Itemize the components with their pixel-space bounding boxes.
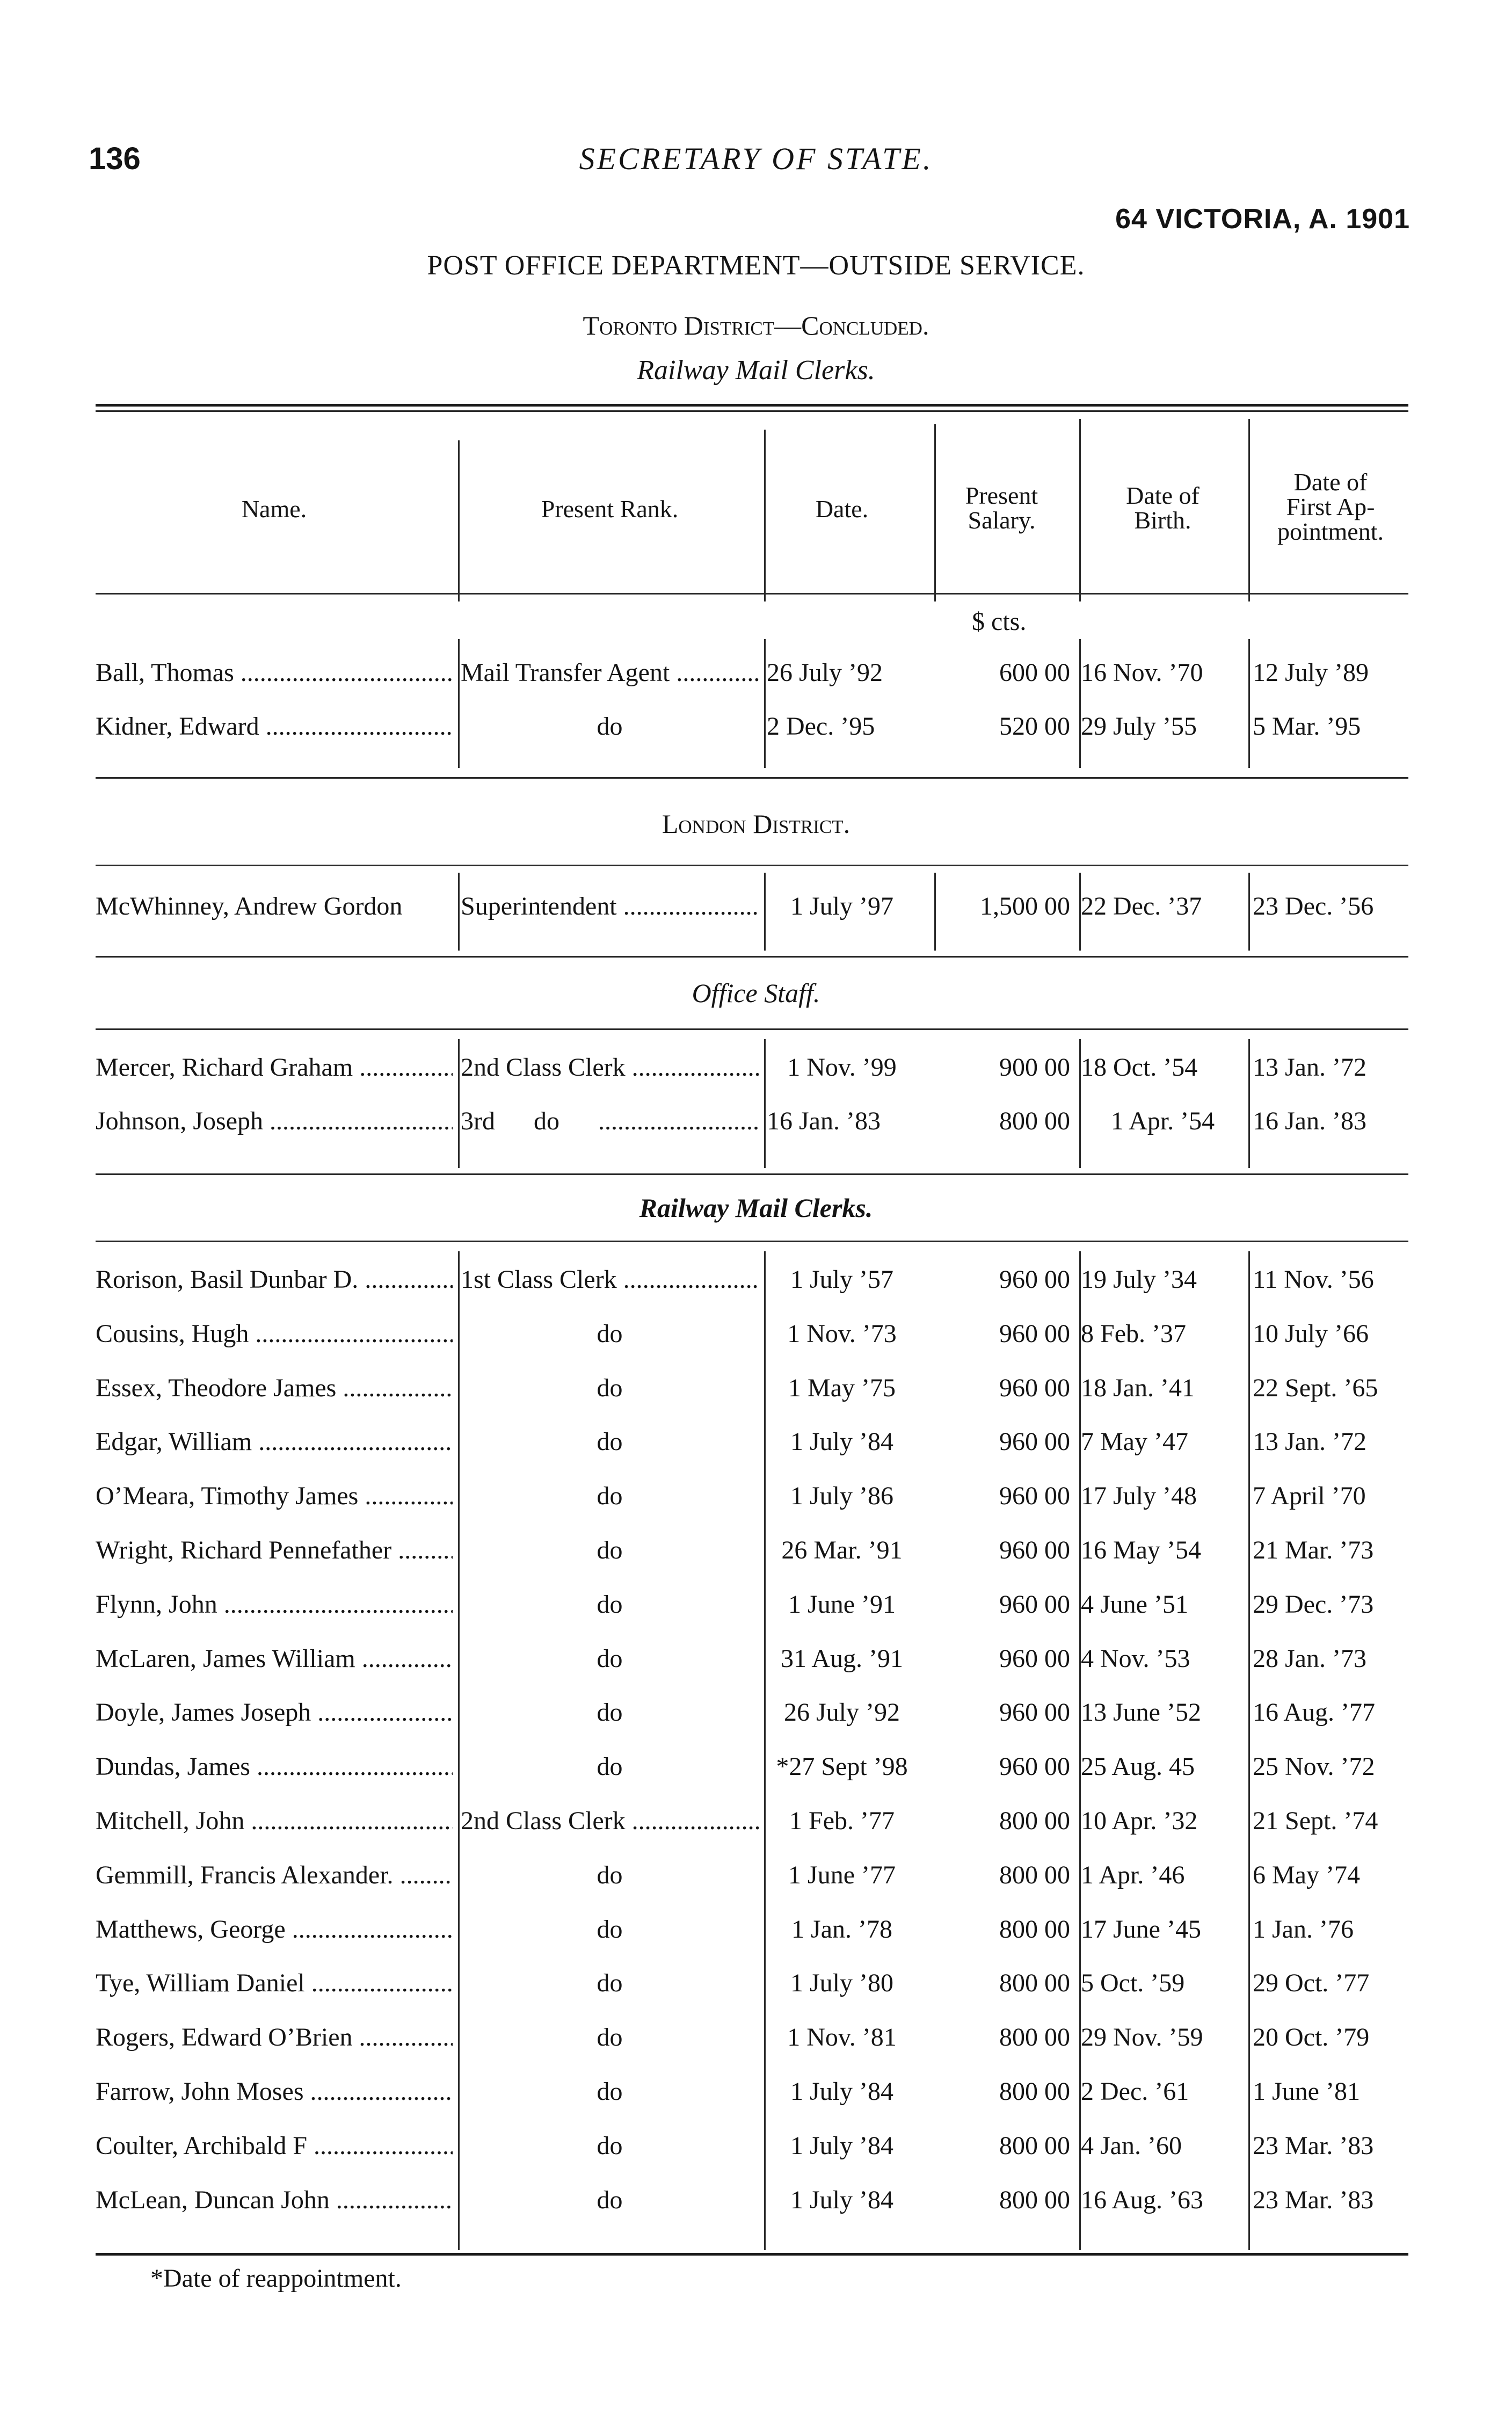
row-birth: 18 Oct. ’54 bbox=[1081, 1053, 1198, 1082]
row-first-appointment: 29 Dec. ’73 bbox=[1253, 1590, 1374, 1619]
row-name: Mercer, Richard Graham ..... bbox=[96, 1053, 453, 1082]
header-first-line2: First Ap- bbox=[1286, 493, 1375, 520]
row-rank: do bbox=[597, 1969, 623, 1997]
row-salary: 800 00 bbox=[999, 1969, 1070, 1997]
row-name: Tye, William Daniel ..... bbox=[96, 1968, 453, 1998]
row-first-appointment: 16 Aug. ’77 bbox=[1253, 1698, 1375, 1727]
column-separator bbox=[1248, 873, 1250, 951]
row-birth: 22 Dec. ’37 bbox=[1081, 892, 1202, 920]
row-salary: 900 00 bbox=[999, 1053, 1070, 1082]
row-birth: 4 Nov. ’53 bbox=[1081, 1644, 1190, 1673]
table-row bbox=[96, 2077, 1408, 2130]
row-date: 1 Jan. ’78 bbox=[791, 1915, 892, 1944]
row-salary: 960 00 bbox=[999, 1427, 1070, 1456]
header-first-appointment bbox=[1253, 470, 1408, 544]
table-row bbox=[96, 891, 1408, 945]
header-salary-line2: Salary. bbox=[968, 506, 1036, 534]
column-separator bbox=[458, 1251, 460, 2250]
row-birth: 17 June ’45 bbox=[1081, 1915, 1201, 1944]
running-head: SECRETARY OF STATE. bbox=[579, 141, 933, 176]
table-row bbox=[96, 712, 1408, 765]
row-name: Matthews, George ..... bbox=[96, 1915, 453, 1944]
row-salary: 960 00 bbox=[999, 1320, 1070, 1348]
row-name: Edgar, William ..... bbox=[96, 1427, 453, 1456]
row-name: Flynn, John ..... bbox=[96, 1590, 453, 1619]
row-rank: do bbox=[597, 712, 623, 741]
row-rank: do bbox=[597, 1590, 623, 1619]
row-date: 1 Nov. ’81 bbox=[787, 2023, 897, 2051]
currency-label: $ cts. bbox=[972, 607, 1027, 636]
row-name: O’Meara, Timothy James ..... bbox=[96, 1481, 453, 1511]
row-name: Ball, Thomas ..... bbox=[96, 658, 453, 687]
row-birth: 29 Nov. ’59 bbox=[1081, 2023, 1203, 2051]
section-rule bbox=[96, 777, 1408, 779]
column-separator bbox=[458, 873, 460, 951]
table-row bbox=[96, 1698, 1408, 1751]
row-name: Dundas, James ..... bbox=[96, 1752, 453, 1781]
column-separator bbox=[764, 873, 766, 951]
row-rank: 1st Class Clerk ..... bbox=[461, 1265, 759, 1294]
row-date: 1 June ’77 bbox=[788, 1861, 896, 1889]
district-heading: Toronto District—Concluded. bbox=[583, 310, 929, 340]
row-birth: 13 June ’52 bbox=[1081, 1698, 1201, 1727]
row-rank: do bbox=[597, 1861, 623, 1889]
row-salary: 800 00 bbox=[999, 2077, 1070, 2106]
section-rule bbox=[96, 1028, 1408, 1030]
column-separator bbox=[458, 639, 460, 768]
column-separator bbox=[1248, 1039, 1250, 1168]
header-bottom-rule bbox=[96, 593, 1408, 595]
row-first-appointment: 23 Dec. ’56 bbox=[1253, 892, 1374, 920]
row-date: 2 Dec. ’95 bbox=[767, 712, 875, 741]
section-rule bbox=[96, 865, 1408, 866]
row-name: Farrow, John Moses ..... bbox=[96, 2077, 453, 2106]
row-rank: Superintendent ..... bbox=[461, 891, 759, 921]
column-separator bbox=[458, 1039, 460, 1168]
row-salary: 600 00 bbox=[999, 658, 1070, 687]
row-name: Rorison, Basil Dunbar D. ..... bbox=[96, 1265, 453, 1294]
row-first-appointment: 16 Jan. ’83 bbox=[1253, 1107, 1366, 1135]
section-rule bbox=[96, 956, 1408, 958]
header-first-line3: pointment. bbox=[1277, 518, 1384, 545]
row-name: Gemmill, Francis Alexander. ..... bbox=[96, 1860, 453, 1890]
row-name: Cousins, Hugh ..... bbox=[96, 1319, 453, 1349]
row-rank: do bbox=[597, 2077, 623, 2106]
table-row bbox=[96, 1319, 1408, 1373]
row-rank: do bbox=[597, 1427, 623, 1456]
table-row bbox=[96, 1644, 1408, 1698]
row-salary: 800 00 bbox=[999, 2186, 1070, 2214]
row-date: 1 July ’80 bbox=[790, 1969, 893, 1997]
row-birth: 18 Jan. ’41 bbox=[1081, 1374, 1195, 1402]
header-separator bbox=[458, 440, 460, 601]
row-salary: 960 00 bbox=[999, 1752, 1070, 1781]
row-salary: 800 00 bbox=[999, 1861, 1070, 1889]
row-first-appointment: 21 Sept. ’74 bbox=[1253, 1807, 1378, 1835]
row-name: Kidner, Edward ..... bbox=[96, 712, 453, 741]
row-name: Johnson, Joseph ..... bbox=[96, 1106, 453, 1136]
row-first-appointment: 23 Mar. ’83 bbox=[1253, 2132, 1374, 2160]
row-birth: 19 July ’34 bbox=[1081, 1265, 1197, 1294]
section-subheading: Railway Mail Clerks. bbox=[637, 355, 875, 386]
row-name: Coulter, Archibald F ..... bbox=[96, 2131, 453, 2161]
row-date: *27 Sept ’98 bbox=[776, 1752, 908, 1781]
row-date: 16 Jan. ’83 bbox=[767, 1107, 881, 1135]
column-separator bbox=[934, 873, 936, 951]
row-date: 1 July ’84 bbox=[790, 2186, 893, 2214]
row-salary: 800 00 bbox=[999, 1107, 1070, 1135]
column-separator bbox=[764, 639, 766, 768]
table-row bbox=[96, 658, 1408, 712]
row-first-appointment: 29 Oct. ’77 bbox=[1253, 1969, 1370, 1997]
header-separator bbox=[1248, 419, 1250, 601]
row-date: 26 July ’92 bbox=[784, 1698, 900, 1727]
row-rank: do bbox=[597, 1752, 623, 1781]
row-rank: do bbox=[597, 1482, 623, 1510]
row-date: 1 June ’91 bbox=[788, 1590, 896, 1619]
row-first-appointment: 22 Sept. ’65 bbox=[1253, 1374, 1378, 1402]
row-salary: 1,500 00 bbox=[980, 892, 1070, 920]
header-birth-line2: Birth. bbox=[1134, 506, 1191, 534]
column-separator bbox=[764, 1039, 766, 1168]
row-name: Essex, Theodore James ..... bbox=[96, 1373, 453, 1403]
header-birth-line1: Date of bbox=[1126, 482, 1200, 509]
row-first-appointment: 1 Jan. ’76 bbox=[1253, 1915, 1354, 1944]
row-rank: do bbox=[597, 2023, 623, 2051]
row-date: 26 Mar. ’91 bbox=[781, 1536, 903, 1564]
row-date: 26 July ’92 bbox=[767, 658, 883, 687]
footnote: *Date of reappointment. bbox=[150, 2264, 402, 2293]
row-birth: 4 Jan. ’60 bbox=[1081, 2132, 1182, 2160]
table-top-rule bbox=[96, 404, 1408, 407]
row-date: 1 July ’86 bbox=[790, 1482, 893, 1510]
table-top-rule-thin bbox=[96, 410, 1408, 412]
row-rank: 3rd do ..... bbox=[461, 1106, 759, 1136]
row-first-appointment: 20 Oct. ’79 bbox=[1253, 2023, 1370, 2051]
row-date: 1 July ’57 bbox=[790, 1265, 893, 1294]
row-rank: do bbox=[597, 1644, 623, 1673]
section-rule bbox=[96, 1173, 1408, 1175]
table-row bbox=[96, 1535, 1408, 1589]
row-salary: 960 00 bbox=[999, 1374, 1070, 1402]
department-title: POST OFFICE DEPARTMENT—OUTSIDE SERVICE. bbox=[427, 250, 1085, 281]
row-first-appointment: 5 Mar. ’95 bbox=[1253, 712, 1361, 741]
header-salary bbox=[925, 483, 1078, 533]
row-first-appointment: 12 July ’89 bbox=[1253, 658, 1369, 687]
row-salary: 960 00 bbox=[999, 1644, 1070, 1673]
row-first-appointment: 13 Jan. ’72 bbox=[1253, 1427, 1366, 1456]
row-date: 1 July ’84 bbox=[790, 2132, 893, 2160]
row-name: McWhinney, Andrew Gordon bbox=[96, 892, 403, 920]
table-row bbox=[96, 1860, 1408, 1914]
row-name: Mitchell, John ..... bbox=[96, 1806, 453, 1836]
row-birth: 29 July ’55 bbox=[1081, 712, 1197, 741]
row-date: 1 July ’84 bbox=[790, 1427, 893, 1456]
row-salary: 520 00 bbox=[999, 712, 1070, 741]
london-district-heading: London District. bbox=[662, 809, 851, 839]
row-date: 31 Aug. ’91 bbox=[781, 1644, 903, 1673]
table-row bbox=[96, 1106, 1408, 1160]
row-birth: 16 May ’54 bbox=[1081, 1536, 1201, 1564]
row-salary: 800 00 bbox=[999, 2132, 1070, 2160]
table-row bbox=[96, 1590, 1408, 1643]
row-birth: 5 Oct. ’59 bbox=[1081, 1969, 1185, 1997]
row-birth: 17 July ’48 bbox=[1081, 1482, 1197, 1510]
session-label: 64 VICTORIA, A. 1901 bbox=[1115, 204, 1410, 235]
row-first-appointment: 10 July ’66 bbox=[1253, 1320, 1369, 1348]
row-first-appointment: 23 Mar. ’83 bbox=[1253, 2186, 1374, 2214]
table-row bbox=[96, 1427, 1408, 1481]
row-rank: 2nd Class Clerk ..... bbox=[461, 1806, 759, 1836]
row-birth: 1 Apr. ’54 bbox=[1110, 1107, 1215, 1135]
header-salary-line1: Present bbox=[965, 482, 1038, 509]
row-birth: 25 Aug. 45 bbox=[1081, 1752, 1195, 1781]
row-first-appointment: 28 Jan. ’73 bbox=[1253, 1644, 1366, 1673]
row-first-appointment: 25 Nov. ’72 bbox=[1253, 1752, 1375, 1781]
table-row bbox=[96, 2022, 1408, 2076]
column-separator bbox=[1079, 1039, 1081, 1168]
row-salary: 800 00 bbox=[999, 1915, 1070, 1944]
row-rank: do bbox=[597, 1320, 623, 1348]
section-rule bbox=[96, 1241, 1408, 1242]
row-birth: 1 Apr. ’46 bbox=[1081, 1861, 1185, 1889]
row-name: McLean, Duncan John ..... bbox=[96, 2185, 453, 2215]
column-separator bbox=[1079, 1251, 1081, 2250]
row-rank: do bbox=[597, 1374, 623, 1402]
table-row bbox=[96, 1481, 1408, 1535]
row-rank: do bbox=[597, 1536, 623, 1564]
column-separator bbox=[1248, 639, 1250, 768]
table-row bbox=[96, 2185, 1408, 2239]
row-name: Doyle, James Joseph ..... bbox=[96, 1698, 453, 1727]
table-row bbox=[96, 1915, 1408, 1968]
row-salary: 960 00 bbox=[999, 1536, 1070, 1564]
row-rank: do bbox=[597, 1698, 623, 1727]
row-birth: 4 June ’51 bbox=[1081, 1590, 1188, 1619]
row-rank: 2nd Class Clerk ..... bbox=[461, 1053, 759, 1082]
row-salary: 960 00 bbox=[999, 1698, 1070, 1727]
row-first-appointment: 7 April ’70 bbox=[1253, 1482, 1366, 1510]
row-salary: 960 00 bbox=[999, 1590, 1070, 1619]
header-first-line1: Date of bbox=[1293, 468, 1368, 496]
row-date: 1 May ’75 bbox=[788, 1374, 896, 1402]
row-salary: 960 00 bbox=[999, 1265, 1070, 1294]
row-birth: 2 Dec. ’61 bbox=[1081, 2077, 1189, 2106]
header-birth bbox=[1081, 483, 1245, 533]
railway-mail-clerks-heading: Railway Mail Clerks. bbox=[639, 1193, 873, 1223]
table-bottom-rule bbox=[96, 2253, 1408, 2256]
row-date: 1 July ’84 bbox=[790, 2077, 893, 2106]
header-date: Date. bbox=[815, 495, 869, 523]
table-row bbox=[96, 1053, 1408, 1106]
table-row bbox=[96, 1752, 1408, 1806]
row-rank: do bbox=[597, 2132, 623, 2160]
row-date: 1 July ’97 bbox=[790, 892, 893, 920]
column-separator bbox=[764, 1251, 766, 2250]
row-salary: 800 00 bbox=[999, 2023, 1070, 2051]
table-row bbox=[96, 1265, 1408, 1318]
row-birth: 8 Feb. ’37 bbox=[1081, 1320, 1186, 1348]
header-separator bbox=[934, 424, 936, 601]
row-name: Wright, Richard Pennefather ..... bbox=[96, 1535, 453, 1565]
row-rank: Mail Transfer Agent ..... bbox=[461, 658, 759, 687]
column-separator bbox=[1079, 639, 1081, 768]
row-salary: 800 00 bbox=[999, 1807, 1070, 1835]
table-row bbox=[96, 1373, 1408, 1427]
row-first-appointment: 1 June ’81 bbox=[1253, 2077, 1360, 2106]
table-row bbox=[96, 2131, 1408, 2185]
row-rank: do bbox=[597, 2186, 623, 2214]
row-birth: 16 Aug. ’63 bbox=[1081, 2186, 1203, 2214]
row-birth: 7 May ’47 bbox=[1081, 1427, 1188, 1456]
row-first-appointment: 11 Nov. ’56 bbox=[1253, 1265, 1374, 1294]
header-rank: Present Rank. bbox=[541, 495, 679, 523]
row-date: 1 Nov. ’73 bbox=[787, 1320, 897, 1348]
page-number: 136 bbox=[89, 141, 141, 176]
column-separator bbox=[1248, 1251, 1250, 2250]
header-name: Name. bbox=[241, 495, 307, 523]
office-staff-heading: Office Staff. bbox=[692, 978, 820, 1008]
row-birth: 16 Nov. ’70 bbox=[1081, 658, 1203, 687]
row-name: McLaren, James William ..... bbox=[96, 1644, 453, 1673]
row-first-appointment: 13 Jan. ’72 bbox=[1253, 1053, 1366, 1082]
row-rank: do bbox=[597, 1915, 623, 1944]
row-birth: 10 Apr. ’32 bbox=[1081, 1807, 1198, 1835]
row-first-appointment: 21 Mar. ’73 bbox=[1253, 1536, 1374, 1564]
row-name: Rogers, Edward O’Brien ..... bbox=[96, 2022, 453, 2052]
header-separator bbox=[1079, 419, 1081, 601]
table-row bbox=[96, 1806, 1408, 1860]
header-separator bbox=[764, 430, 766, 601]
row-salary: 960 00 bbox=[999, 1482, 1070, 1510]
table-row bbox=[96, 1968, 1408, 2022]
row-date: 1 Feb. ’77 bbox=[789, 1807, 895, 1835]
column-separator bbox=[1079, 873, 1081, 951]
row-date: 1 Nov. ’99 bbox=[787, 1053, 897, 1082]
row-first-appointment: 6 May ’74 bbox=[1253, 1861, 1360, 1889]
